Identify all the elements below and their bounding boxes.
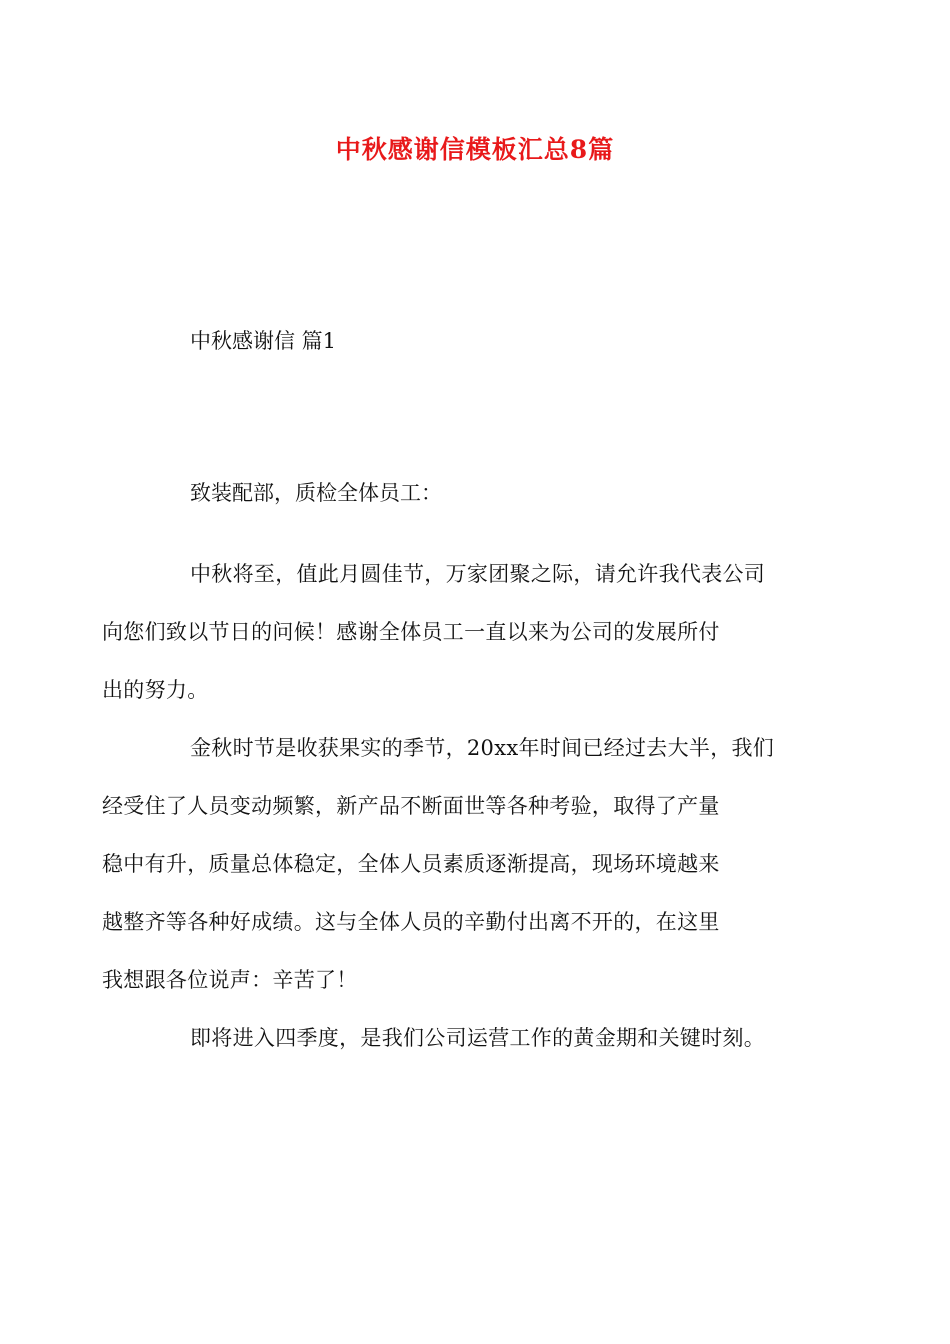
paragraph (102, 719, 806, 1009)
paragraph (102, 545, 806, 719)
paragraph-line: 我想跟各位说声：辛苦了！ (102, 968, 358, 992)
paragraph-line: 即将进入四季度，是我们公司运营工作的黄金期和关键时刻。 (190, 1026, 766, 1050)
section-heading: 中秋感谢信 篇1 (190, 329, 337, 353)
paragraph-line: 经受住了人员变动频繁，新产品不断面世等各种考验，取得了产量 (102, 794, 720, 818)
paragraph-line: 向您们致以节日的问候！感谢全体员工一直以来为公司的发展所付 (102, 620, 720, 644)
paragraph-line: 中秋将至，值此月圆佳节，万家团聚之际，请允许我代表公司 (190, 562, 766, 586)
paragraph-line: 出的努力。 (102, 678, 209, 702)
document-title: 中秋感谢信模板汇总8篇 (335, 135, 615, 164)
paragraph (146, 1009, 806, 1067)
salutation: 致装配部，质检全体员工： (190, 481, 442, 505)
letter-body (102, 545, 806, 1067)
paragraph-line: 金秋时节是收获果实的季节，20xx年时间已经过去大半，我们 (190, 736, 775, 760)
paragraph-line: 稳中有升，质量总体稳定，全体人员素质逐渐提高，现场环境越来 (102, 852, 720, 876)
paragraph-line: 越整齐等各种好成绩。这与全体人员的辛勤付出离不开的，在这里 (102, 910, 720, 934)
